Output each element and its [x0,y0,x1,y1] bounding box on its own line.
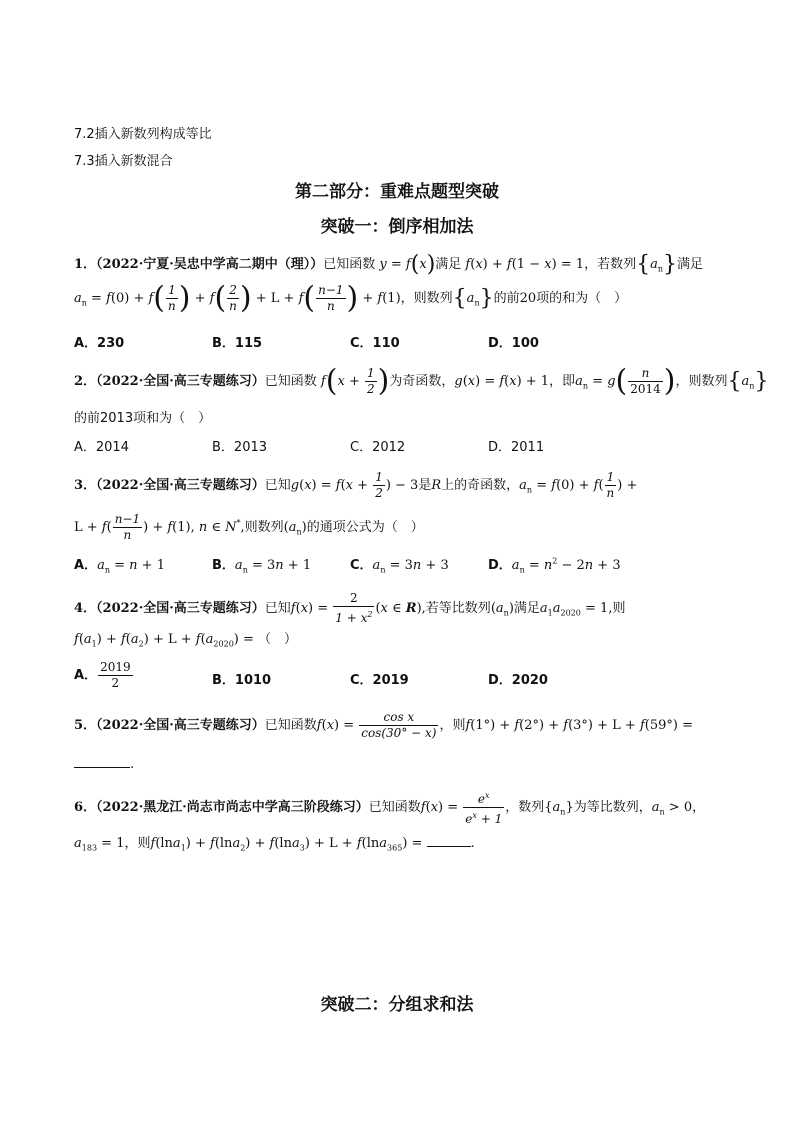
q1-option-d: D．100 [488,336,539,351]
question-4-line-2: $f(a_1) + f(a_2) + L + f(a_{2020})$ = （ ） [74,632,298,649]
q3-option-c: C．$a_n = 3n + 3$ [350,558,449,575]
question-5-line-2: . [74,757,134,772]
section-title-1: 突破一：倒序相加法 [320,217,474,237]
q2-option-b: B．2013 [212,440,268,455]
q4-option-c: C．2019 [350,673,409,688]
q2-option-c: C．2012 [350,440,406,455]
question-5-line-1: 5．（2022·全国·高三专题练习）已知函数f(x) = $\frac{\text{cos x}}{\cos(30^\circ - x)}$ ，则f(1°) + f(2°) + f(3°) + L + f(59°) = [74,710,693,740]
q1-option-c: C．110 [350,336,400,351]
q1-option-b: B．115 [212,336,263,351]
q2-option-a: A．2014 [74,440,129,455]
q4-option-b: B．1010 [212,673,272,688]
question-4-line-1: 4．（2022·全国·高三专题练习）已知f(x) = $\frac{2}{1 + x^2}$ (x ∈ R),若等比数列$(a_n)$满足$a_1a_{2020} = 1$,则 [74,591,626,625]
question-1-line-1: 1．（2022·宁夏·吴忠中学高二期中（理））已知函数 y = f(x)满足 f(x) + f(1 − x) = 1，若数列$\{a_n\}$满足 [74,252,704,277]
q3-option-a: A．$a_n = n + 1$ [74,558,165,575]
answer-blank[interactable] [74,766,130,768]
q2-option-d: D．2011 [488,440,545,455]
question-source: （2022·宁夏·吴忠中学高二期中（理）） [96,257,324,272]
question-2-line-1: 2．（2022·全国·高三专题练习）已知函数 f(x + $\frac{1}{2}$ )为奇函数，g(x) = f(x) + 1，即$a_n = g$( $\frac{n}{2014}$ )，则数列$\{a_n\}$ [74,363,769,399]
toc-item-7-2: 7.2插入新数列构成等比 [74,127,212,142]
question-3-line-2: L + f( $\frac{n-1}{n}$ ) + f(1), n ∈ N*,则数列$(a_n)$的通项公式为（ ） [74,512,424,542]
answer-blank[interactable] [427,845,471,847]
q4-option-d: D．2020 [488,673,548,688]
question-number: 1． [74,257,97,272]
question-3-line-1: 3．（2022·全国·高三专题练习）已知g(x) = f(x + $\frac{1}{2}$ ) − 3是R上的奇函数，$a_n = f(0) + f$( $\frac{1}{n}$ ) + [74,470,638,500]
question-6-line-2: $a_{183} = 1$，则f(lna$_1$) + f(lna$_2$) + f(lna$_3$) + L + f(lna$_{365}$) = . [74,836,475,853]
q1-option-a: A．230 [74,336,125,351]
q3-option-d: D．$a_n = n^2 - 2n + 3$ [488,556,621,575]
question-6-line-1: 6．（2022·黑龙江·尚志市尚志中学高三阶段练习）已知函数f(x) = $\frac{e^x}{e^x + 1}$ ，数列$\{a_n\}$为等比数列，$a_n > 0$， [74,788,705,827]
question-1-line-2: $a_n = f(0) + f$( $\frac{1}{n}$ ) + f( $\frac{2}{n}$ ) + L + f( $\frac{n-1}{n}$ ) + f(1)，则数列$\{a_n\}$的前20项的和为（ ） [74,280,628,316]
section-title-2: 突破二：分组求和法 [320,995,474,1015]
part-title: 第二部分：重难点题型突破 [295,182,499,202]
toc-item-7-3: 7.3插入新数混合 [74,154,173,169]
q3-option-b: B．$a_n = 3n + 1$ [212,558,312,575]
question-2-line-2: 的前2013项和为（ ） [74,411,212,426]
q4-option-a: A． $\frac{2019}{2}$ [74,660,131,690]
